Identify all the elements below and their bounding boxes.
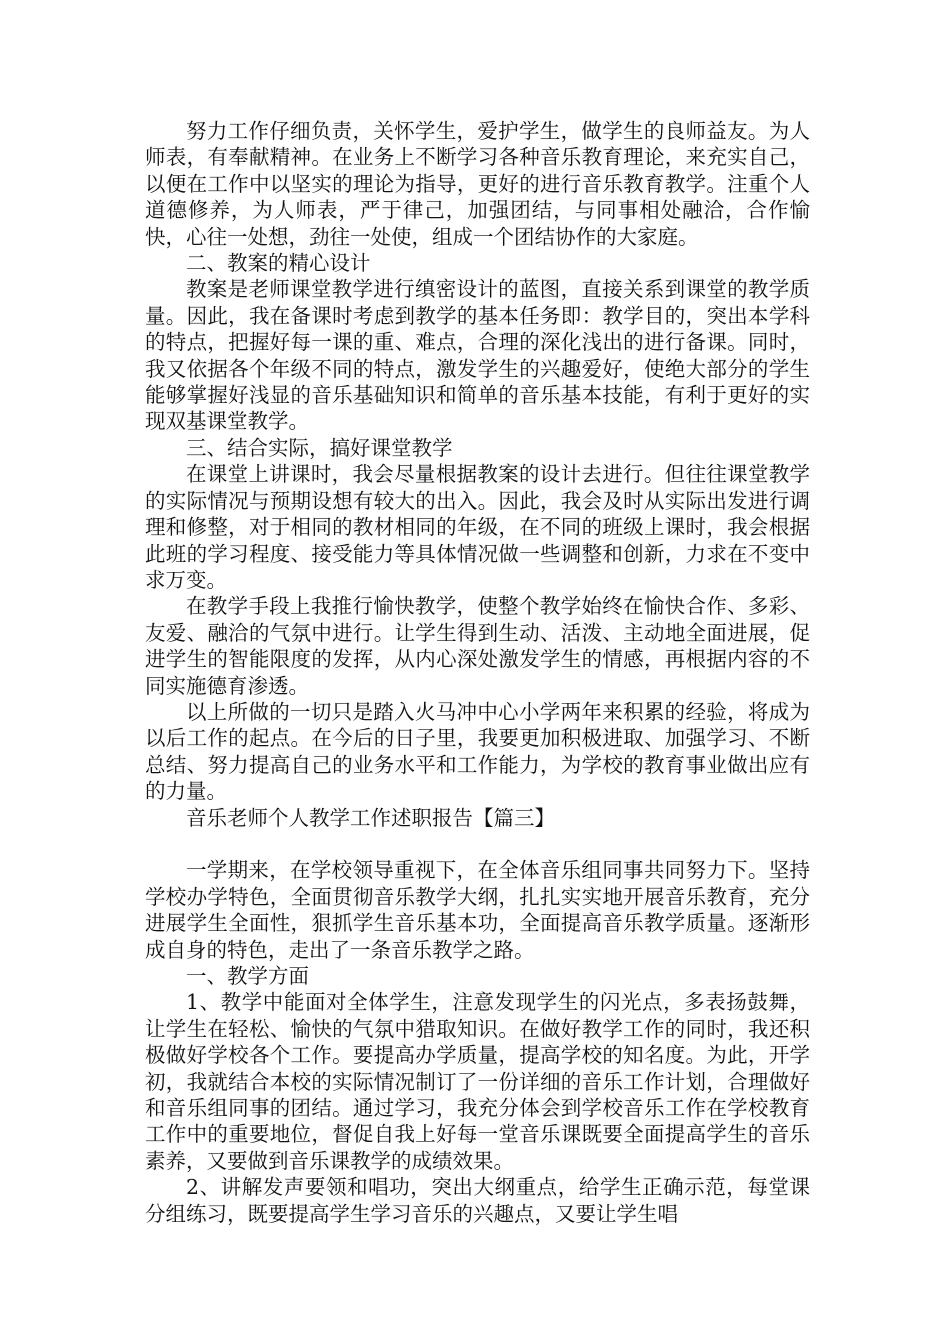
paragraph-teaching-methods: 在教学手段上我推行愉快教学，使整个教学始终在愉快合作、多彩、友爱、融洽的气氛中进行。让学生得到生动、活泼、主动地全面进展，促进学生的智能限度的发挥，从内心深处激发学生的情感，再根据内容的不同实施德育渗透。 xyxy=(145,594,810,698)
paragraph-intro: 努力工作仔细负责，关怀学生，爱护学生，做学生的良师益友。为人师表，有奉献精神。在业务上不断学习各种音乐教育理论，来充实自己，以便在工作中以坚实的理论为指导，更好的进行音乐教育教学。注重个人道德修养，为人师表，严于律己，加强团结，与同事相处融洽，合作愉快，心往一处想，劲往一处使，组成一个团结协作的大家庭。 xyxy=(145,119,810,249)
paragraph-item-2: 2、讲解发声要领和唱功，突出大纲重点，给学生正确示范，每堂课分组练习，既要提高学生学习音乐的兴趣点，又要让学生唱 xyxy=(145,1175,810,1226)
blank-line xyxy=(145,831,810,857)
paragraph-lesson-plan: 教案是老师课堂教学进行缜密设计的蓝图，直接关系到课堂的教学质量。因此，我在备课时考虑到教学的基本任务即：教学目的，突出本学科的特点，把握好每一课的重、难点，合理的深化浅出的进行备课。同时，我又依据各个年级不同的特点，激发学生的兴趣爱好，使绝大部分的学生能够掌握好浅显的音乐基础知识和简单的音乐基本技能，有利于更好的实现双基课堂教学。 xyxy=(145,277,810,434)
document-body xyxy=(145,118,810,1227)
section-title-part-three: 音乐老师个人教学工作述职报告【篇三】 xyxy=(186,805,555,830)
paragraph-classroom-lecture: 在课堂上讲课时，我会尽量根据教案的设计去进行。但往往课堂教学的实际情况与预期设想有较大的出入。因此，我会及时从实际出发进行调理和修整，对于相同的教材相同的年级，在不同的班级上课时，我会根据此班的学习程度、接受能力等具体情况做一些调整和创新，力求在不变中求万变。 xyxy=(145,462,810,592)
heading-teaching-aspect: 一、教学方面 xyxy=(186,963,309,988)
paragraph-summary: 以上所做的一切只是踏入火马冲中心小学两年来积累的经验，将成为以后工作的起点。在今后的日子里，我要更加积极进取、加强学习、不断总结、努力提高自己的业务水平和工作能力，为学校的教育事业做出应有的力量。 xyxy=(145,699,810,804)
heading-lesson-plan-design: 二、教案的精心设计 xyxy=(186,251,371,276)
paragraph-item-1: 1、教学中能面对全体学生，注意发现学生的闪光点，多表扬鼓舞，让学生在轻松、愉快的气氛中猎取知识。在做好教学工作的同时，我还积极做好学校各个工作。要提高办学质量，提高学校的知名度。为此，开学初，我就结合本校的实际情况制订了一份详细的音乐工作计划，合理做好和音乐组同事的团结。通过学习，我充分体会到学校音乐工作在学校教育工作中的重要地位，督促自我上好每一堂音乐课既要全面提高学生的音乐素养，又要做到音乐课教学的成绩效果。 xyxy=(145,990,810,1173)
paragraph-semester-intro: 一学期来，在学校领导重视下，在全体音乐组同事共同努力下。坚持学校办学特色，全面贯彻音乐教学大纲，扎扎实实地开展音乐教育，充分进展学生全面性，狠抓学生音乐基本功，全面提高音乐教学质量。逐渐形成自身的特色，走出了一条音乐教学之路。 xyxy=(145,858,810,962)
heading-classroom-teaching: 三、结合实际，搞好课堂教学 xyxy=(186,435,453,460)
